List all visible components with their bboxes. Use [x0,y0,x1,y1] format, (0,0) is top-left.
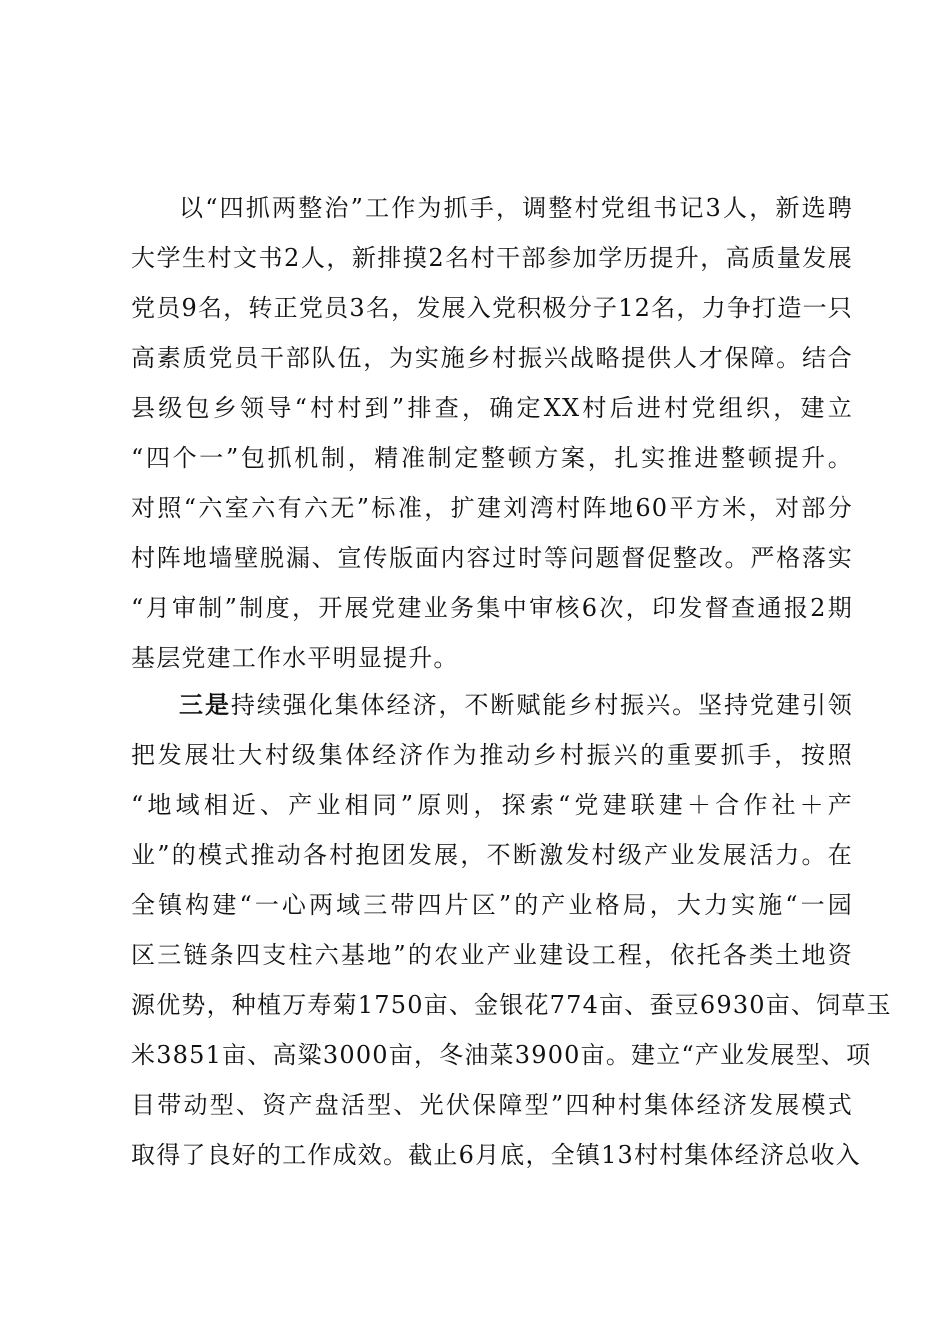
text-line: “地域相近、产业相同”原则，探索“党建联建＋合作社＋产 [131,791,853,819]
text-line: 对照“六室六有六无”标准，扩建刘湾村阵地60平方米，对部分 [131,494,853,522]
text-line: 基层党建工作水平明显提升。 [131,644,459,672]
paragraph-talent-team [131,183,853,683]
text-line: 党员9名，转正党员3名，发展入党积极分子12名，力争打造一只 [131,294,853,322]
text-line: 米3851亩、高粱3000亩，冬油菜3900亩。建立“产业发展型、项 [131,1041,872,1069]
text-line: 大学生村文书2人，新排摸2名村干部参加学历提升，高质量发展 [131,244,853,272]
text-line: 以“四抓两整治”工作为抓手，调整村党组书记3人，新选聘 [179,194,853,222]
text-line: 取得了良好的工作成效。截止6月底，全镇13村村集体经济总收入 [131,1141,861,1169]
text-line: 村阵地墙壁脱漏、宣传版面内容过时等问题督促整改。严格落实 [131,544,853,572]
text-line: “四个一”包抓机制，精准制定整顿方案，扎实推进整顿提升。 [131,444,853,472]
text-line: 高素质党员干部队伍，为实施乡村振兴战略提供人才保障。结合 [131,344,853,372]
text-line: 县级包乡领导“村村到”排查，确定XX村后进村党组织，建立 [131,394,853,422]
text-line: 全镇构建“一心两域三带四片区”的产业格局，大力实施“一园 [131,891,853,919]
text-line: “月审制”制度，开展党建业务集中审核6次，印发督查通报2期 [131,594,853,622]
text-line: 业”的模式推动各村抱团发展，不断激发村级产业发展活力。在 [131,841,853,869]
text-line [131,680,853,730]
paragraph-lead-rest: 持续强化集体经济，不断赋能乡村振兴。坚持党建引领 [230,691,853,719]
text-line: 目带动型、资产盘活型、光伏保障型”四种村集体经济发展模式 [131,1091,853,1119]
text-line: 源优势，种植万寿菊1750亩、金银花774亩、蚕豆6930亩、饲草玉 [131,991,892,1019]
text-line: 区三链条四支柱六基地”的农业产业建设工程，依托各类土地资 [131,941,853,969]
text-line: 把发展壮大村级集体经济作为推动乡村振兴的重要抓手，按照 [131,741,853,769]
paragraph-collective-economy [131,680,892,1180]
paragraph-lead: 三是 [179,690,231,719]
